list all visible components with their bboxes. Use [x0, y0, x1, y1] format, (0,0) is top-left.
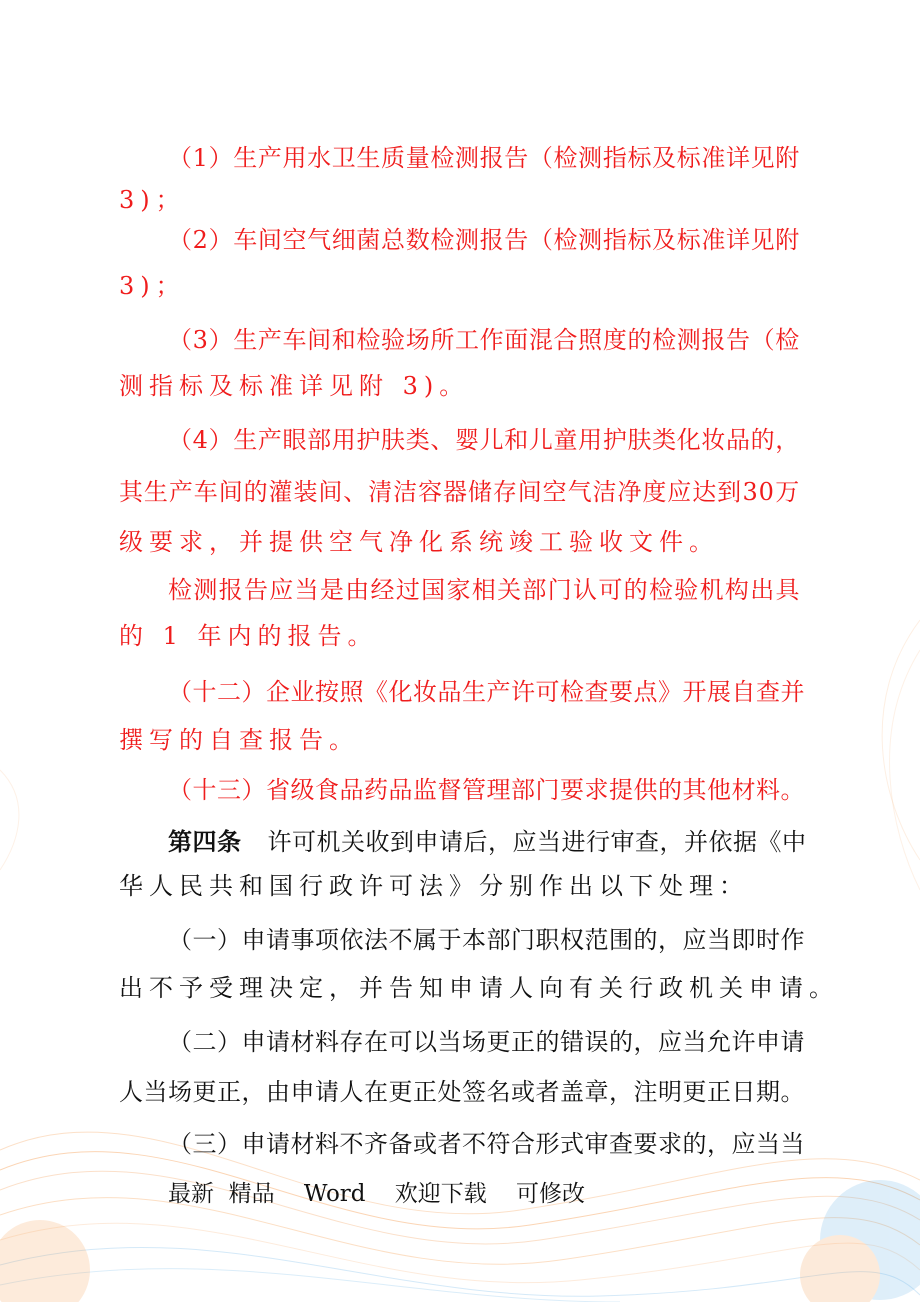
wave-line: [0, 1247, 920, 1296]
text-line: 的 1 年内的报告。: [119, 622, 378, 650]
text-line: （ 1 ） 生 产 用 水 卫 生 质 量 检 测 报 告 （ 检 测 指 标 及 标 准 详 见 附: [168, 144, 800, 172]
text-line: 人 当 场 更 正 ， 由 申 请 人 在 更 正 处 签 名 或 者 盖 章 ， 注 明 更 正 日 期 。: [119, 1078, 805, 1106]
text-line: 检 测 报 告 应 当 是 由 经 过 国 家 相 关 部 门 认 可 的 检 验 机 构 出 具: [168, 576, 800, 604]
text-line: （ 3 ） 生 产 车 间 和 检 验 场 所 工 作 面 混 合 照 度 的 检 测 报 告 （ 检: [168, 326, 800, 354]
text-line: （ 二 ） 申 请 材 料 存 在 可 以 当 场 更 正 的 错 误 的 ， 应 当 允 许 申 请: [168, 1028, 805, 1056]
text-line: 第四条 许 可 机 关 收 到 申 请 后 ， 应 当 进 行 审 查 ， 并 依 据 《 中: [168, 822, 800, 862]
text-line: 3)；: [119, 186, 186, 214]
text-line: 其 生 产 车 间 的 灌 装 间 、 清 洁 容 器 储 存 间 空 气 洁 净 度 应 达 到 3 0 万: [119, 478, 800, 506]
text-line: 级要求，并提供空气净化系统竣工验收文件。: [119, 528, 719, 556]
text-line: 测指标及标准详见附 3)。: [119, 372, 470, 400]
text-line: 出不予受理决定，并告知申请人向有关行政机关申请。: [119, 974, 839, 1002]
text-line: （ 三 ） 申 请 材 料 不 齐 备 或 者 不 符 合 形 式 审 查 要 求 的 ， 应 当 当: [168, 1130, 805, 1158]
text-line: （ 2 ） 车 间 空 气 细 菌 总 数 检 测 报 告 （ 检 测 指 标 及 标 准 详 见 附: [168, 226, 800, 254]
article-heading: 第四条: [168, 827, 242, 856]
text-line: （ 十 二 ） 企 业 按 照 《 化 妆 品 生 产 许 可 检 查 要 点 》 开 展 自 查 并: [168, 678, 805, 706]
text-line: （ 4 ） 生 产 眼 部 用 护 肤 类 、 婴 儿 和 儿 童 用 护 肤 类 化 妆 品 的 ，: [168, 426, 800, 454]
wave-line: [882, 620, 920, 860]
text-line: （ 一 ） 申 请 事 项 依 法 不 属 于 本 部 门 职 权 范 围 的 ， 应 当 即 时 作: [168, 926, 805, 954]
text-line: 撰写的自查报告。: [119, 726, 359, 754]
wave-line: [0, 1269, 620, 1302]
text-line: 华人民共和国行政许可法》分别作出以下处理：: [119, 872, 749, 900]
wave-line: [0, 1223, 920, 1282]
wave-line: [890, 650, 920, 890]
footer-text: 最新 精品 Word 欢迎下载 可修改: [168, 1181, 585, 1207]
text-line: （ 十 三 ） 省 级 食 品 药 品 监 督 管 理 部 门 要 求 提 供 的 其 他 材 料 。: [168, 776, 805, 804]
wave-line: [0, 770, 19, 870]
text-line: 3)；: [119, 272, 186, 300]
